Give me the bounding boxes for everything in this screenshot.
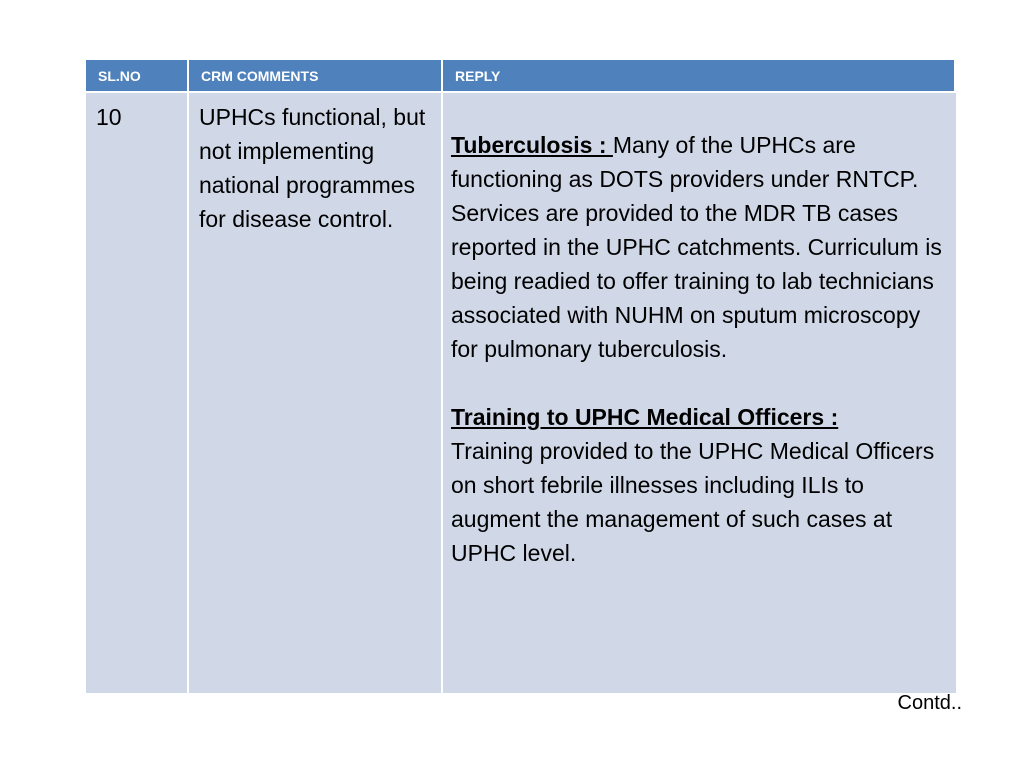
training-text: Training provided to the UPHC Medical Officers on short febrile illnesses including ILIs to augment the management of such cases at UPHC level.: [451, 438, 935, 566]
header-sl-no: SL.NO: [86, 60, 189, 93]
training-paragraph: [451, 400, 944, 570]
tuberculosis-heading: Tuberculosis :: [451, 132, 613, 158]
tuberculosis-text: Many of the UPHCs are functioning as DOTS providers under RNTCP. Services are provided to the MDR TB cases reported in the UPHC catchments. Curriculum is being readied to offer training to lab technicians associated with NUHM on sputum microscopy for pulmonary tuberculosis.: [451, 132, 942, 362]
header-reply: REPLY: [443, 60, 956, 93]
tuberculosis-paragraph: [451, 128, 944, 366]
cell-sl-no: 10: [86, 93, 189, 693]
header-crm-comments: CRM COMMENTS: [189, 60, 443, 93]
crm-reply-table: [86, 60, 956, 693]
continued-label: Contd..: [897, 692, 962, 714]
training-heading: Training to UPHC Medical Officers :: [451, 404, 839, 430]
cell-crm-comment: UPHCs functional, but not implementing national programmes for disease control.: [189, 93, 443, 693]
cell-reply: [443, 93, 956, 693]
